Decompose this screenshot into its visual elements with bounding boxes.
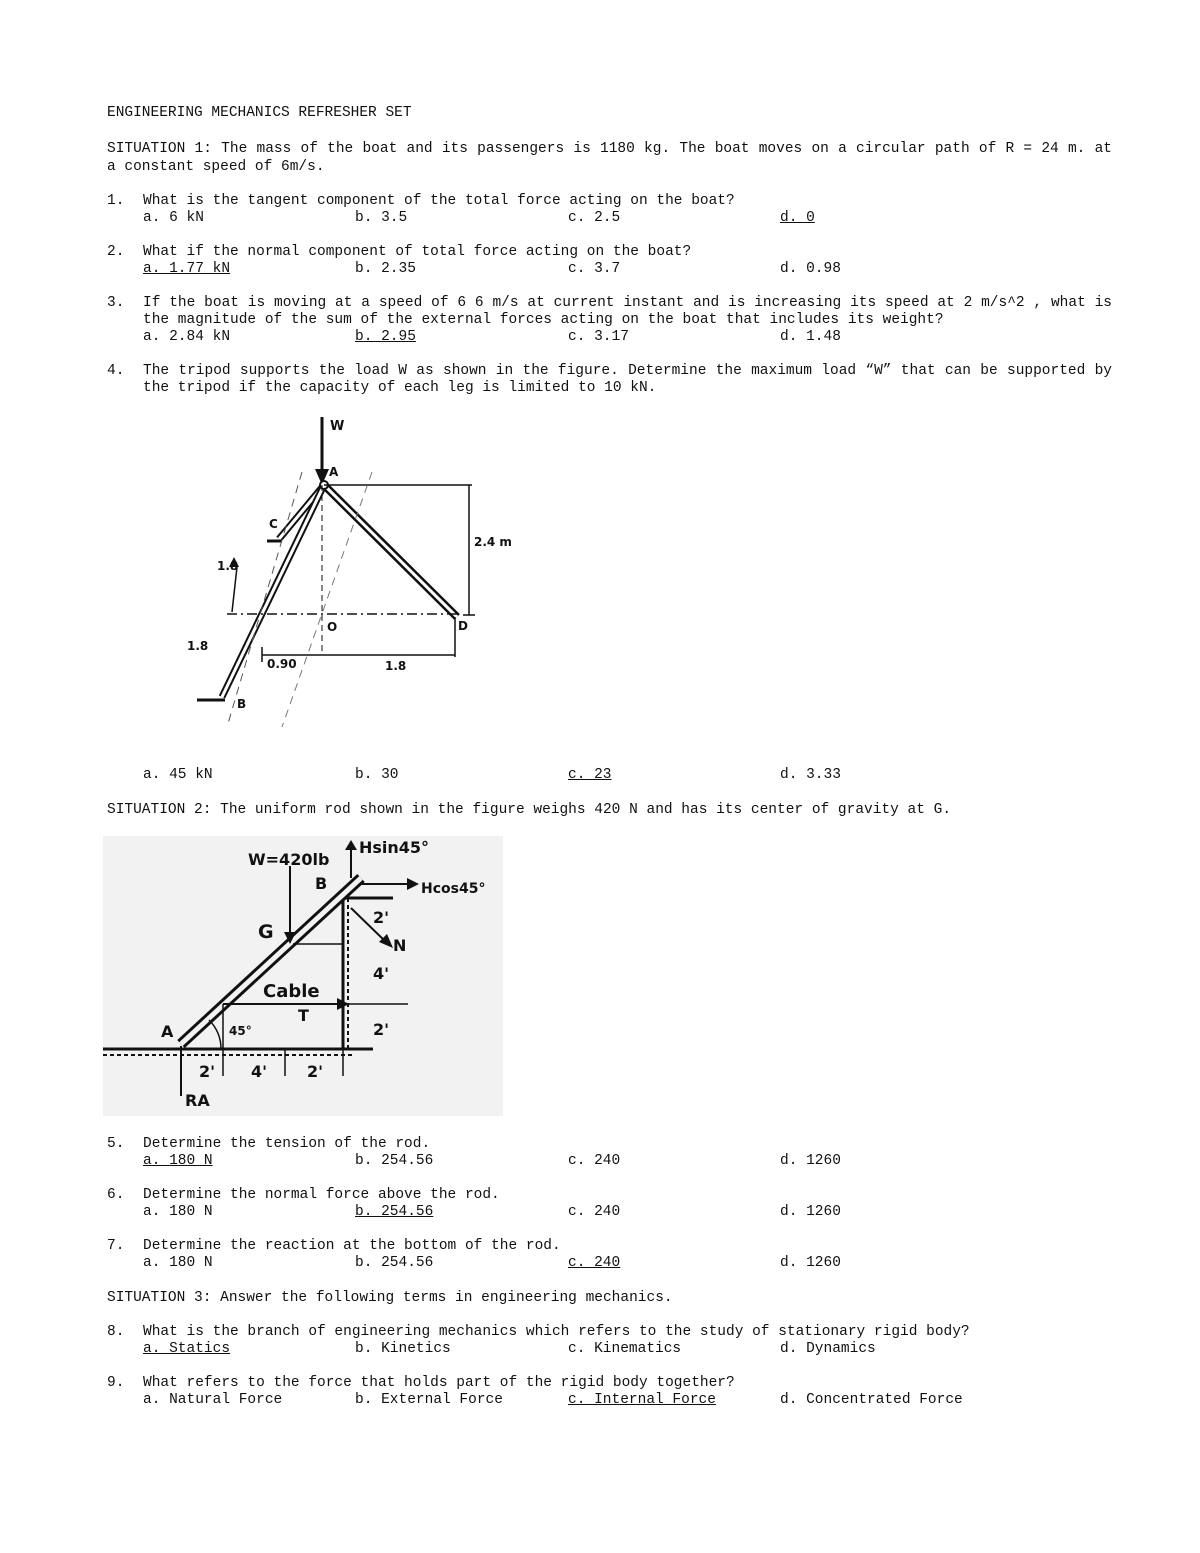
- point-o-label: O: [327, 620, 338, 634]
- question-5: [107, 1136, 1112, 1170]
- tripod-figure: [187, 417, 547, 747]
- rod-figure: [103, 836, 503, 1116]
- point-a-label: A: [329, 465, 339, 479]
- load-label: W: [330, 419, 345, 434]
- question-stem: What if the normal component of total force acting on the boat?: [143, 244, 692, 260]
- question-stem: Determine the tension of the rod.: [143, 1136, 431, 1152]
- question-number: 2.: [107, 244, 125, 260]
- question-stem: Determine the normal force above the rod.: [143, 1187, 500, 1203]
- question-2: [107, 244, 1112, 278]
- option-c: c. 3.17: [568, 329, 629, 345]
- question-4-options: [143, 767, 1112, 784]
- cable-label: Cable: [263, 981, 320, 1002]
- answer-options: [143, 1255, 1112, 1272]
- horizontal-dimension-1: 2': [199, 1062, 216, 1081]
- leg-dimension-upper: 1.8: [217, 559, 239, 573]
- option-b-correct: b. 254.56: [355, 1204, 434, 1220]
- situation-1: SITUATION 1: The mass of the boat and its passengers is 1180 kg. The boat moves on a circular path of R = 24 m. at a constant speed of 6m/s.: [107, 141, 1121, 175]
- option-a: a. 6 kN: [143, 210, 204, 226]
- option-b: b. Kinetics: [355, 1341, 451, 1357]
- option-d-correct: d. 0: [780, 210, 815, 226]
- point-d-label: D: [458, 619, 468, 633]
- height-dimension: 2.4 m: [474, 535, 512, 549]
- question-3: [107, 295, 1112, 346]
- point-b-label: B: [315, 874, 328, 893]
- option-a: a. 180 N: [143, 1255, 213, 1271]
- option-b-correct: b. 2.95: [355, 329, 416, 345]
- answer-options: [143, 1153, 1112, 1170]
- question-8: [107, 1324, 1112, 1358]
- option-c: c. 240: [568, 1153, 621, 1169]
- answer-options: [143, 1204, 1112, 1221]
- point-b-label: B: [237, 697, 247, 711]
- option-d: d. 3.33: [780, 767, 841, 783]
- vertical-dimension-1: 2': [373, 908, 390, 927]
- question-number: 4.: [107, 363, 125, 379]
- question-stem: The tripod supports the load W as shown in the figure. Determine the maximum load “W” that can be supported by the tripod if the capacity of each leg is limited to 10 kN.: [143, 363, 1112, 396]
- leg-dimension-lower: 1.8: [187, 639, 209, 653]
- vertical-dimension-2: 4': [373, 964, 390, 983]
- question-number: 5.: [107, 1136, 125, 1152]
- option-d: d. 1260: [780, 1255, 841, 1271]
- tension-label: T: [298, 1006, 309, 1025]
- normal-force-label: N: [393, 936, 407, 955]
- option-c-correct: c. 23: [568, 767, 612, 783]
- option-a: a. 45 kN: [143, 767, 213, 783]
- question-stem: What is the tangent component of the total force acting on the boat?: [143, 193, 735, 209]
- option-a: a. 180 N: [143, 1204, 213, 1220]
- option-c: c. 240: [568, 1204, 621, 1220]
- option-b: b. 2.35: [355, 261, 416, 277]
- option-d: d. Concentrated Force: [780, 1392, 963, 1408]
- question-stem: What refers to the force that holds part of the rigid body together?: [143, 1375, 735, 1391]
- question-number: 1.: [107, 193, 125, 209]
- question-7: [107, 1238, 1112, 1272]
- question-stem: If the boat is moving at a speed of 6 6 m/s at current instant and is increasing its speed at 2 m/s^2 , what is the magnitude of the sum of the external forces acting on the boat that includes its weight?: [143, 295, 1112, 328]
- rod-drawing: [103, 836, 503, 1116]
- question-stem: Determine the reaction at the bottom of the rod.: [143, 1238, 561, 1254]
- option-b: b. 254.56: [355, 1255, 434, 1271]
- situation-2: SITUATION 2: The uniform rod shown in the figure weighs 420 N and has its center of gravity at G.: [107, 802, 952, 818]
- point-a-label: A: [161, 1022, 174, 1041]
- option-d: d. 1260: [780, 1153, 841, 1169]
- option-c-correct: c. 240: [568, 1255, 621, 1271]
- option-d: d. Dynamics: [780, 1341, 876, 1357]
- center-of-gravity-label: G: [258, 921, 274, 943]
- option-b: b. 3.5: [355, 210, 408, 226]
- option-a: a. 2.84 kN: [143, 329, 231, 345]
- horizontal-dimension-1: 0.90: [267, 657, 297, 671]
- question-1: [107, 193, 1112, 227]
- point-c-label: C: [269, 517, 278, 531]
- answer-options: [143, 1341, 1112, 1358]
- weight-label: W=420lb: [248, 850, 330, 869]
- option-c: c. Kinematics: [568, 1341, 682, 1357]
- option-d: d. 1.48: [780, 329, 841, 345]
- question-number: 8.: [107, 1324, 125, 1340]
- vertical-component-label: Hsin45°: [359, 838, 430, 857]
- angle-label: 45°: [229, 1024, 252, 1038]
- horizontal-dimension-2: 4': [251, 1062, 268, 1081]
- option-b: b. External Force: [355, 1392, 503, 1408]
- horizontal-dimension-3: 2': [307, 1062, 324, 1081]
- answer-options: [143, 261, 1112, 278]
- document-page: [107, 104, 1121, 1426]
- option-b: b. 254.56: [355, 1153, 434, 1169]
- option-d: d. 1260: [780, 1204, 841, 1220]
- option-a: a. Natural Force: [143, 1392, 283, 1408]
- answer-options: [143, 767, 1112, 784]
- horizontal-dimension-2: 1.8: [385, 659, 407, 673]
- question-number: 9.: [107, 1375, 125, 1391]
- question-stem: What is the branch of engineering mechanics which refers to the study of stationary rigid body?: [143, 1324, 970, 1340]
- reaction-label: RA: [185, 1091, 210, 1110]
- option-c-correct: c. Internal Force: [568, 1392, 716, 1408]
- horizontal-component-label: Hcos45°: [421, 881, 486, 897]
- question-number: 6.: [107, 1187, 125, 1203]
- answer-options: [143, 210, 1112, 227]
- option-a-correct: a. Statics: [143, 1341, 231, 1357]
- question-number: 7.: [107, 1238, 125, 1254]
- question-4: [107, 363, 1112, 397]
- question-number: 3.: [107, 295, 125, 311]
- situation-3: SITUATION 3: Answer the following terms in engineering mechanics.: [107, 1290, 673, 1306]
- option-d: d. 0.98: [780, 261, 841, 277]
- answer-options: [143, 329, 1112, 346]
- option-a-correct: a. 180 N: [143, 1153, 213, 1169]
- option-c: c. 2.5: [568, 210, 621, 226]
- document-title: ENGINEERING MECHANICS REFRESHER SET: [107, 105, 412, 121]
- question-9: [107, 1375, 1112, 1409]
- answer-options: [143, 1392, 1112, 1409]
- option-b: b. 30: [355, 767, 399, 783]
- option-a-correct: a. 1.77 kN: [143, 261, 231, 277]
- vertical-dimension-3: 2': [373, 1020, 390, 1039]
- question-6: [107, 1187, 1112, 1221]
- option-c: c. 3.7: [568, 261, 621, 277]
